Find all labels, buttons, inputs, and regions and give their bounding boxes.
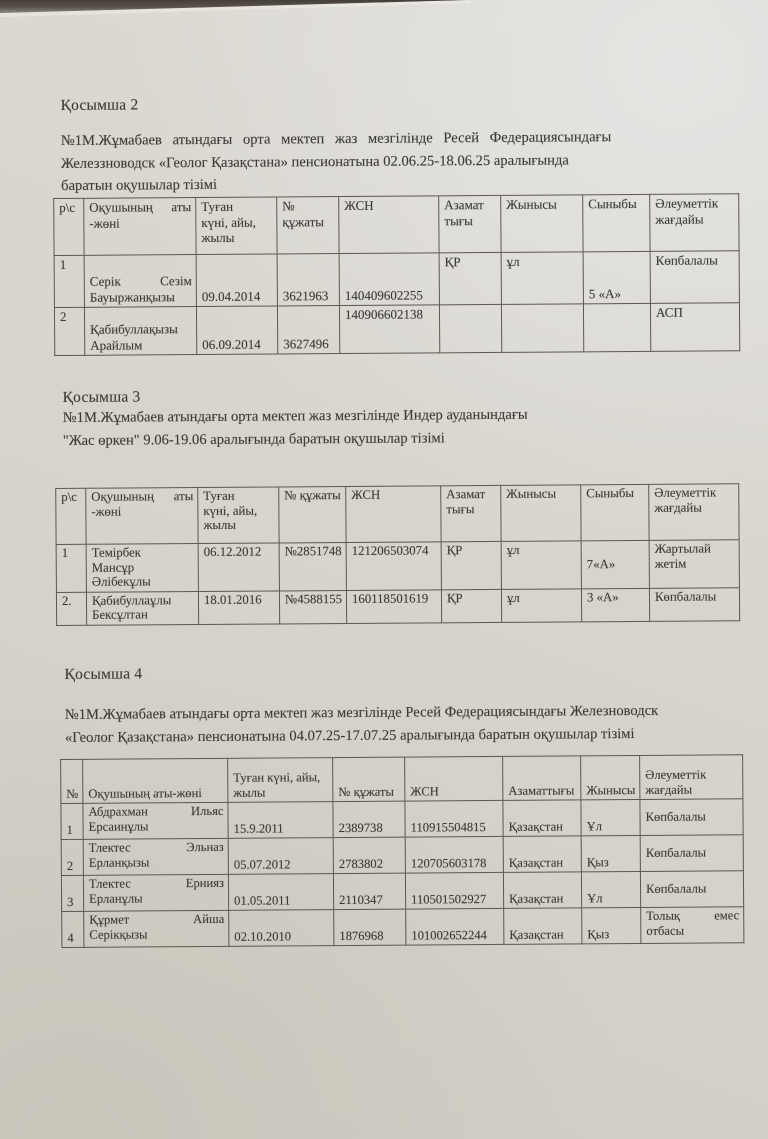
header-cell: Сыныбы (581, 484, 649, 540)
table-cell: Қазақстан (503, 872, 581, 909)
table-cell: 15.9.2011 (228, 802, 333, 839)
header-row (61, 755, 743, 804)
table-cell: №2851748 (279, 542, 346, 590)
table-cell: 121206503074 (346, 542, 441, 590)
table-cell: 2110347 (333, 873, 405, 910)
table-cell: Қабибуллақызы Арайлым (84, 307, 196, 356)
table-cell: Темірбек Мансұр Әлібекұлы (86, 544, 198, 592)
table-row (61, 799, 743, 840)
table-cell: 5 «А» (583, 251, 650, 303)
table-cell: ҚР (439, 252, 501, 304)
table-cell: 1876968 (334, 909, 406, 946)
table-cell: 01.05.2011 (228, 874, 333, 911)
header-cell: ЖСН (339, 196, 439, 254)
table-cell: 18.01.2016 (198, 590, 279, 624)
table-cell: Қабибуллаұлы Бексұлтан (86, 591, 198, 625)
table-cell: Ұл (581, 799, 640, 835)
table-cell (501, 304, 583, 353)
table-cell: АСП (650, 303, 739, 352)
table-cell: 1 (56, 544, 86, 592)
table-cell: 110501502927 (405, 872, 503, 909)
table-row (56, 587, 739, 625)
table-cell: Қазақстан (503, 836, 581, 873)
header-cell: р\с (56, 488, 86, 544)
table-cell: Ұл (581, 871, 640, 907)
table-cell: ұл (501, 541, 581, 589)
header-cell: ЖСН (405, 756, 503, 801)
intro-line: №1М.Жұмабаев атындағы орта мектеп жаз мезгілінде Ресей Федерациясындағы (60, 129, 612, 149)
table-cell: Көпбалалы (640, 871, 743, 908)
appendix-3-heading: Қосымша 3 (62, 388, 141, 406)
header-cell: Әлеуметтік жағдайы (650, 194, 739, 252)
students-table-appendix-2 (53, 193, 740, 356)
header-cell: № (61, 759, 83, 803)
table-cell: Қыз (582, 907, 641, 943)
intro-line: баратын оқушылар тізімі (61, 176, 218, 194)
appendix-2-heading: Қосымша 2 (60, 96, 139, 114)
table-cell: ұл (501, 588, 581, 622)
table-cell: Қыз (581, 835, 640, 871)
table-row (62, 907, 744, 948)
table-cell: 101002652244 (406, 908, 504, 945)
intro-line: №1М.Жұмабаев атындағы орта мектеп жаз мезгілінде Ресей Федерациясындағы Железноводск (64, 702, 659, 723)
table-cell: 3 «А» (581, 588, 649, 621)
table-cell: 2. (56, 592, 86, 625)
table-cell: Көпбалалы (640, 835, 743, 872)
intro-line: №1М.Жұмабаев атындағы орта мектеп жаз мезгілінде Индер ауданындағы (62, 406, 528, 426)
header-cell: № құжаты (279, 486, 346, 542)
table-cell: 7«А» (581, 540, 649, 588)
table-cell: 06.09.2014 (196, 306, 277, 355)
table-cell: Қазақстан (503, 800, 581, 837)
table-cell: 3621963 (277, 254, 339, 306)
header-row (56, 484, 739, 545)
table-cell: Абдрахман Ильяс Ерсаинұлы (83, 802, 228, 839)
intro-line: Железзноводск «Геолог Қазақстана» пенсионатына 02.06.25-18.06.25 аралығында (60, 151, 569, 172)
table-cell (583, 303, 650, 351)
table-cell: 4 (62, 911, 84, 947)
table-cell: 120705603178 (405, 836, 503, 873)
table-cell: Құрмет Айша Серікқызы (84, 910, 229, 947)
header-cell: Жынысы (501, 485, 581, 542)
header-cell: Әлеуметтік жағдайы (640, 755, 743, 800)
header-cell: Жынысы (501, 195, 583, 253)
header-cell: Азамат тығы (439, 195, 501, 252)
header-cell: Сыныбы (583, 194, 650, 251)
header-cell: Оқушының аты-жөні (83, 758, 228, 803)
students-table-appendix-3 (55, 483, 740, 625)
table-cell: ҚР (441, 589, 501, 622)
table-cell: Көпбалалы (640, 799, 743, 836)
header-cell: Оқушының аты -жөні (86, 488, 198, 545)
header-cell: ЖСН (346, 486, 441, 543)
table-cell: 2 (61, 839, 83, 875)
table-cell: 1 (54, 255, 84, 307)
table-cell: Көпбалалы (649, 587, 739, 621)
table-row (61, 835, 743, 876)
header-row (54, 194, 739, 256)
header-cell: Әлеуметтік жағдайы (649, 484, 739, 541)
table-cell: Серік Сезім Бауыржанқызы (84, 255, 196, 308)
table-cell: 160118501619 (346, 589, 441, 623)
header-cell: Туған күні, айы, жылы (228, 758, 333, 803)
table-cell: №4588155 (279, 590, 346, 623)
intro-line: "Жас өркен" 9.06-19.06 аралығында баратын оқушылар тізімі (62, 429, 445, 449)
students-table-appendix-4 (60, 754, 744, 948)
table-cell: 3 (61, 875, 83, 911)
header-cell: р\с (54, 198, 84, 255)
appendix-2-intro (61, 126, 612, 197)
table-cell: Қазақстан (504, 908, 582, 945)
header-cell: Жынысы (581, 755, 640, 799)
table-cell: 06.12.2012 (198, 543, 279, 591)
header-cell: № құжаты (277, 197, 339, 254)
table-cell: Тлектес Эльназ Ерланқызы (83, 838, 228, 875)
table-cell: 1 (61, 803, 83, 839)
table-cell: 2 (54, 307, 84, 355)
table-row (61, 871, 743, 912)
table-cell: Толық емес отбасы (641, 907, 744, 944)
header-cell: Туған күні, айы, жылы (198, 487, 279, 544)
header-cell: Туған күні, айы, жылы (196, 197, 277, 255)
table-cell: 2389738 (333, 801, 405, 838)
table-cell: 110915504815 (405, 800, 503, 837)
appendix-3-intro (63, 404, 528, 452)
header-cell: Азамат тығы (441, 485, 501, 541)
appendix-4-heading: Қосымша 4 (64, 665, 143, 683)
table-cell: ҚР (441, 541, 501, 589)
intro-line: «Геолог Қазақстана» пенсионатына 04.07.25-17.07.25 аралығында баратын оқушылар тізімі (64, 725, 635, 746)
table-cell: ұл (501, 252, 583, 305)
table-cell: 140906602138 (339, 305, 439, 354)
table-row (54, 303, 739, 356)
table-cell: Көпбалалы (650, 251, 739, 304)
table-cell: 02.10.2010 (229, 910, 334, 947)
table-cell (439, 304, 501, 352)
header-cell: Азаматтығы (503, 756, 581, 801)
table-cell: 140409602255 (339, 253, 439, 306)
table-cell: Жартылай жетім (649, 540, 739, 588)
table-cell: 2783802 (333, 837, 405, 874)
table-cell: 3627496 (277, 306, 339, 354)
table-cell: Тлектес Ернияз Ерланұлы (83, 874, 228, 911)
table-cell: 09.04.2014 (196, 254, 277, 307)
appendix-4-intro (65, 700, 659, 749)
table-row (54, 251, 739, 308)
table-row (56, 540, 739, 592)
header-cell: Оқушының аты -жөні (84, 198, 196, 256)
table-cell: 05.07.2012 (228, 838, 333, 875)
header-cell: № құжаты (333, 757, 405, 802)
